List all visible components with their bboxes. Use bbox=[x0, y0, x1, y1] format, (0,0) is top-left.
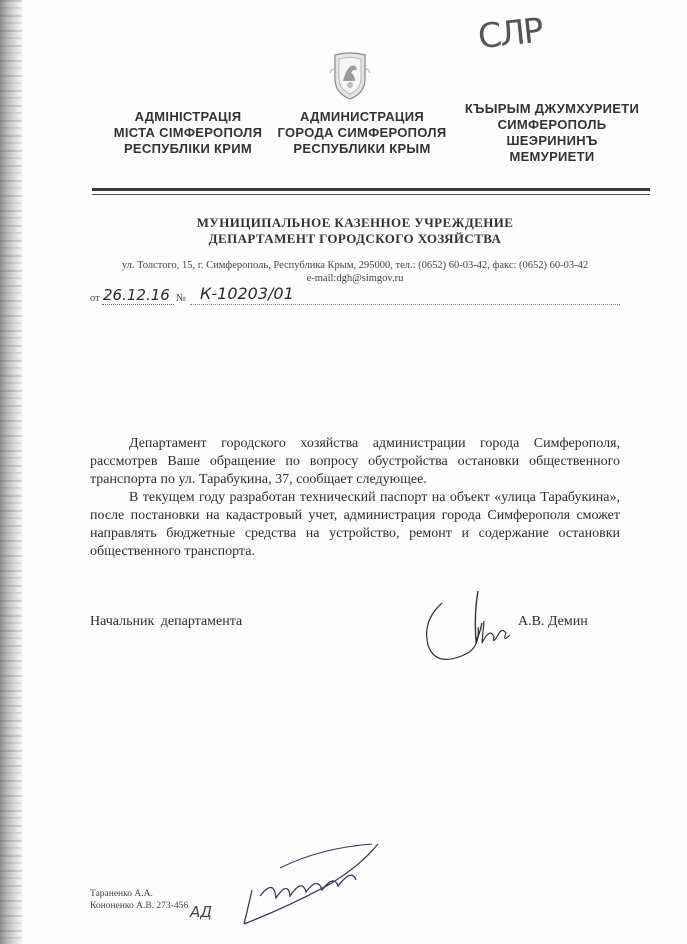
header-russian-line3: РЕСПУБЛИКИ КРЫМ bbox=[293, 141, 431, 156]
signature-graphic bbox=[420, 583, 520, 678]
organization-name bbox=[90, 215, 620, 247]
reference-line bbox=[90, 284, 620, 308]
executor-2: Кононенко А.В. 273-456 bbox=[90, 901, 189, 911]
header-tatar-line4: МЕМУРИЕТИ bbox=[509, 149, 595, 164]
organization-contacts bbox=[90, 259, 620, 285]
header-ukrainian-line2: МІСТА СІМФЕРОПОЛЯ bbox=[113, 125, 263, 140]
coat-of-arms-icon bbox=[329, 51, 371, 101]
letter-body bbox=[90, 435, 620, 561]
bottom-flourish bbox=[230, 838, 400, 928]
header-ukrainian bbox=[88, 109, 288, 157]
number-underline bbox=[190, 304, 620, 305]
header-rule-thick bbox=[92, 188, 650, 191]
body-paragraph-1: Департамент городского хозяйства администрации города Симферополя, рассмотрев Ваше обращение по вопросу обустройства остановки общественного транспорта по ул. Тарабукина, 37, сообщает следующее. bbox=[90, 436, 620, 487]
reference-number: К-10203/01 bbox=[200, 284, 294, 303]
date-prefix: от bbox=[90, 293, 100, 304]
header-ukrainian-line3: РЕСПУБЛІКИ КРИМ bbox=[123, 141, 253, 156]
signature-position: Начальник департамента bbox=[90, 614, 243, 629]
number-prefix: № bbox=[176, 293, 187, 304]
header-russian-line2: ГОРОДА СИМФЕРОПОЛЯ bbox=[277, 125, 447, 140]
organization-email: e-mail:dgh@simgov.ru bbox=[306, 273, 404, 284]
initials-mark: АД bbox=[190, 903, 212, 921]
corner-handwritten-mark: СЛР bbox=[476, 10, 544, 58]
executor-block bbox=[90, 888, 188, 912]
executor-1: Тараненко А.А. bbox=[90, 889, 153, 899]
signature-name: А.В. Демин bbox=[518, 614, 588, 629]
header-rule-thin bbox=[92, 194, 650, 195]
header-crimean-tatar bbox=[452, 101, 652, 165]
organization-line2: ДЕПАРТАМЕНТ ГОРОДСКОГО ХОЗЯЙСТВА bbox=[208, 231, 502, 246]
header-ukrainian-line1: АДМІНІСТРАЦІЯ bbox=[134, 109, 242, 124]
organization-address: ул. Толстого, 15, г. Симферополь, Республика Крым, 295000, тел.: (0652) 60-03-42, факс: (0652) 60-03-42 bbox=[121, 260, 589, 271]
header-russian-line1: АДМИНИСТРАЦИЯ bbox=[299, 109, 425, 124]
organization-line1: МУНИЦИПАЛЬНОЕ КАЗЕННОЕ УЧРЕЖДЕНИЕ bbox=[196, 215, 514, 230]
scan-edge bbox=[0, 0, 22, 944]
header-russian bbox=[262, 109, 462, 157]
body-paragraph-2: В текущем году разработан технический паспорт на объект «улица Тарабукина», после постановки на кадастровый учет, администрация города Симферополя сможет направлять бюджетные средства на устройство, ремонт и содержание остановки общественного транспорта. bbox=[90, 490, 620, 559]
date-underline bbox=[102, 304, 174, 305]
header-tatar-line3: ШЕЭРИНИНЪ bbox=[506, 133, 598, 148]
reference-date: 26.12.16 bbox=[103, 286, 170, 304]
header-tatar-line2: СИМФЕРОПОЛЬ bbox=[497, 117, 607, 132]
header-tatar-line1: КЪЫРЫМ ДЖУМХУРИЕТИ bbox=[464, 101, 640, 116]
